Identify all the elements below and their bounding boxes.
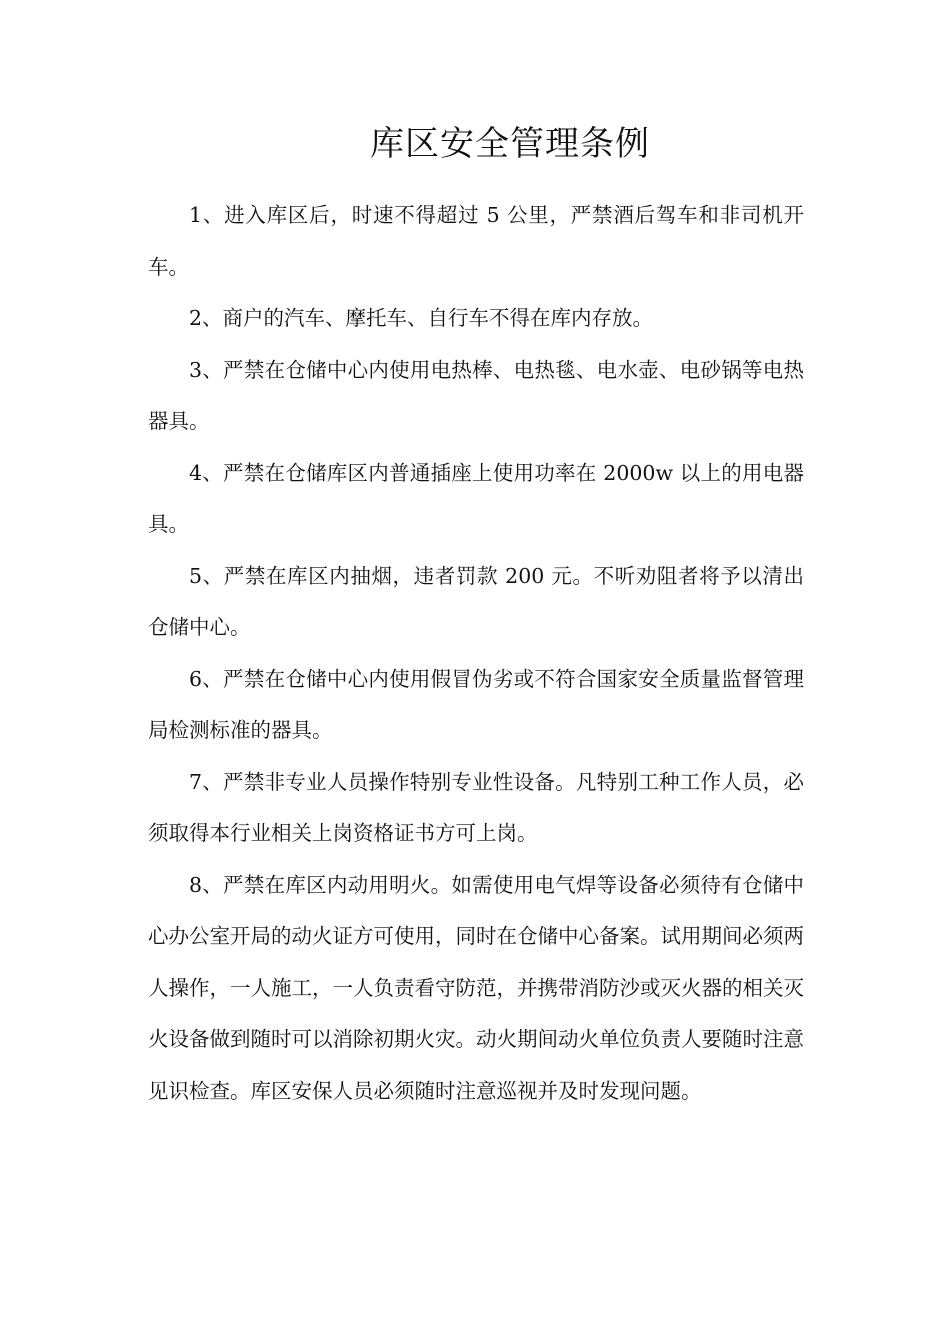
rule-item: 1、进入库区后，时速不得超过 5 公里，严禁酒后驾车和非司机开车。 [148,203,804,279]
rule-item: 3、严禁在仓储中心内使用电热棒、电热毯、电水壶、电砂锅等电热器具。 [148,357,804,433]
rules-list [148,190,804,1117]
rule-item: 4、严禁在仓储库区内普通插座上使用功率在 2000w 以上的用电器具。 [148,460,804,536]
rule-item: 2、商户的汽车、摩托车、自行车不得在库内存放。 [189,306,654,330]
rule-item: 7、严禁非专业人员操作特别专业性设备。凡特别工种工作人员，必须取得本行业相关上岗资格证书方可上岗。 [148,769,804,845]
rule-item: 6、严禁在仓储中心内使用假冒伪劣或不符合国家安全质量监督管理局检测标准的器具。 [148,666,804,742]
rule-item: 5、严禁在库区内抽烟，违者罚款 200 元。不听劝阻者将予以清出仓储中心。 [148,563,804,639]
document-title: 库区安全管理条例 [370,124,650,164]
rule-item: 8、严禁在库区内动用明火。如需使用电气焊等设备必须待有仓储中心办公室开局的动火证方可使用，同时在仓储中心备案。试用期间必须两人操作，一人施工，一人负责看守防范，并携带消防沙或灭火器的相关灭火设备做到随时可以消除初期火灾。动火期间动火单位负责人要随时注意见识检查。库区安保人员必须随时注意巡视并及时发现问题。 [148,872,804,1103]
